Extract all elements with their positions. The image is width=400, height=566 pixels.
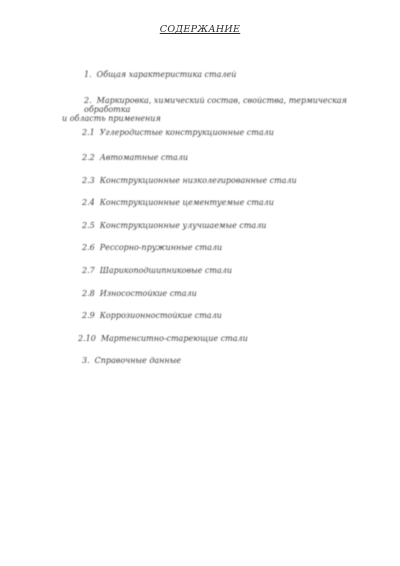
toc-item-number: 2.2 (82, 153, 95, 162)
toc-item-label: Автоматные стали (99, 153, 188, 162)
toc-item-label: Конструкционные цементуемые стали (99, 198, 274, 207)
toc-item (82, 175, 297, 186)
toc-item-number: 3. (82, 356, 90, 365)
toc-item (84, 69, 236, 80)
toc-item (82, 152, 188, 163)
toc-item-label-continuation: и область применения (62, 114, 161, 123)
toc-item-number: 2.4 (82, 198, 95, 207)
toc-item-number: 2.6 (82, 243, 95, 252)
toc-item-label: Конструкционные низколегированные стали (99, 176, 297, 185)
toc-item-label: Мартенситно-стареющие стали (100, 334, 248, 343)
toc-item-number: 2. (84, 96, 92, 105)
toc-item (82, 288, 197, 299)
toc-item (82, 310, 222, 321)
toc-item (82, 220, 266, 231)
toc-item (82, 197, 274, 208)
toc-item (82, 355, 181, 366)
toc-item (82, 242, 222, 253)
toc-item-label: Маркировка, химический состав, свойства, термическая обработка (84, 96, 347, 114)
toc-item-label: Углеродистые конструкционные стали (99, 128, 274, 137)
toc-item-number: 1. (84, 70, 92, 79)
toc-item-number: 2.10 (78, 334, 96, 343)
toc-item-label: Общая характеристика сталей (96, 70, 237, 79)
toc-item-number: 2.1 (82, 128, 95, 137)
toc-item-label: Шарикоподшипниковые стали (99, 266, 232, 275)
toc-item-number: 2.3 (82, 176, 95, 185)
toc-item (82, 127, 274, 138)
toc-item-label: Справочные данные (94, 356, 181, 365)
toc-item-label: Износостойкие стали (99, 289, 197, 298)
toc-item-number: 2.8 (82, 289, 95, 298)
toc-item-number: 2.5 (82, 221, 95, 230)
toc-item-number: 2.9 (82, 311, 95, 320)
toc-item-label: Рессорно-пружинные стали (99, 243, 223, 252)
toc-item (62, 96, 394, 123)
toc-item (78, 333, 248, 344)
toc-item-number: 2.7 (82, 266, 95, 275)
toc-item-label: Коррозионностойкие стали (99, 311, 222, 320)
page-title: СОДЕРЖАНИЕ (159, 24, 241, 35)
toc-item-label: Конструкционные улучшаемые стали (99, 221, 267, 230)
toc-item (82, 265, 232, 276)
